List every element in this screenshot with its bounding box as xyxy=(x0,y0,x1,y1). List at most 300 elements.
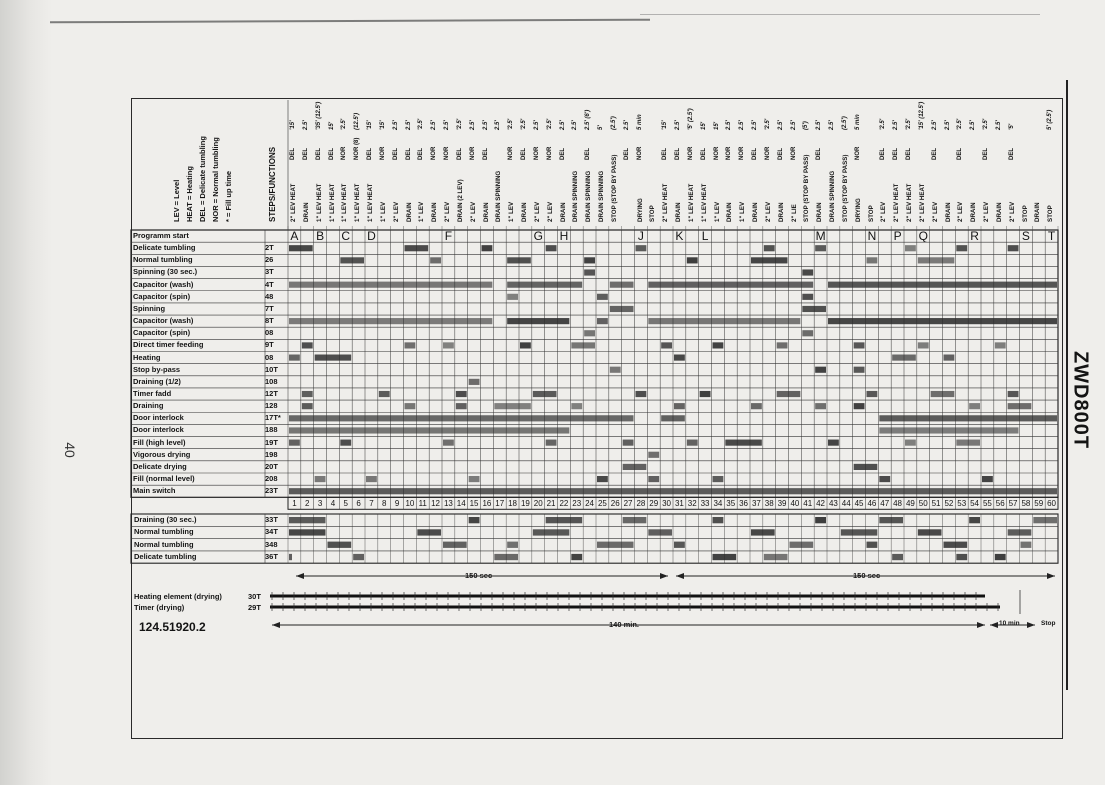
bar-segment xyxy=(533,391,557,397)
page-number: 40 xyxy=(61,442,78,458)
row-code: 26 xyxy=(265,255,274,265)
bar-segment xyxy=(713,342,724,348)
step-mode: NOR (8) xyxy=(354,137,361,160)
legend-line: HEAT = Heating xyxy=(185,166,194,222)
bar-segment xyxy=(777,342,788,348)
row-label: Capacitor (wash) xyxy=(133,279,194,289)
step-label: 1" LEV xyxy=(713,201,721,222)
bar-segment xyxy=(571,342,595,348)
bar-segment xyxy=(764,245,775,251)
bar-segment xyxy=(610,282,634,288)
section-letter: M xyxy=(815,229,826,243)
step-time: (2.5') xyxy=(841,116,848,130)
row-label: Draining (1/2) xyxy=(133,376,181,386)
bar-segment xyxy=(289,415,634,421)
step-time: 15' xyxy=(328,121,335,130)
step-time: 2.5' xyxy=(752,120,758,130)
bar-segment xyxy=(815,367,826,373)
step-mode: NOR xyxy=(739,146,746,160)
step-mode: DEL xyxy=(315,148,322,160)
step-mode: NOR xyxy=(790,146,797,160)
step-time: '2.5' xyxy=(521,118,527,130)
lower-row-label: Normal tumbling xyxy=(134,539,194,549)
bar-segment xyxy=(751,403,762,409)
step-mode: DEL xyxy=(675,148,681,160)
row-label: Normal tumbling xyxy=(133,255,193,265)
bar-segment xyxy=(995,342,1006,348)
step-mode: NOR xyxy=(341,146,348,160)
step-time: 2.5' (6') xyxy=(585,109,592,130)
step-number: 32 xyxy=(687,499,697,509)
step-number: 36 xyxy=(739,499,749,509)
bar-segment xyxy=(636,245,647,251)
step-mode: DEL xyxy=(456,148,463,160)
bar-segment xyxy=(700,391,711,397)
bar-segment xyxy=(405,403,416,409)
step-number: 52 xyxy=(944,499,954,509)
row-code: 10T xyxy=(265,364,278,374)
step-label: 2" LEV xyxy=(1008,201,1016,222)
bar-segment xyxy=(520,342,531,348)
bar-segment xyxy=(956,440,980,446)
step-number: 6 xyxy=(356,499,361,509)
bar-segment xyxy=(636,391,647,397)
step-number: 59 xyxy=(1034,499,1044,509)
bar-segment xyxy=(648,452,659,458)
row-code: 4T xyxy=(265,279,274,289)
step-number: 30 xyxy=(662,499,672,509)
bar-segment xyxy=(969,403,980,409)
bar-segment xyxy=(340,440,351,446)
step-mode: DEL xyxy=(983,148,989,160)
step-time: '15' xyxy=(367,120,373,130)
row-label: Fill (normal level) xyxy=(133,474,195,483)
row-label: Delicate tumbling xyxy=(133,243,196,253)
section-letter: K xyxy=(675,229,684,243)
step-mode: DEL xyxy=(418,148,425,160)
span-left-label: 150 sec xyxy=(462,571,495,580)
row-code: 20T xyxy=(265,461,278,471)
step-label: STOP (STOP BY PASS) xyxy=(610,154,618,222)
section-letter: F xyxy=(444,229,453,243)
row-code: 12T xyxy=(265,388,278,398)
bar-segment xyxy=(828,440,839,446)
bar-segment xyxy=(1008,391,1019,397)
lower-row-code: 34T xyxy=(265,527,278,537)
step-label: 1" LEV xyxy=(739,201,747,222)
lower-bar-segment xyxy=(1008,529,1032,535)
total-arrow-head-left xyxy=(272,622,280,628)
span-left-arrow-head-right xyxy=(660,573,668,579)
lower-bar-segment xyxy=(918,529,942,535)
step-time: 2.5' xyxy=(392,120,399,130)
step-number: 54 xyxy=(970,499,980,509)
step-time: '2.5' xyxy=(456,118,463,130)
step-mode: DEL xyxy=(392,148,399,160)
step-mode: DEL xyxy=(302,148,309,160)
step-label: 2" LEV xyxy=(931,201,939,222)
step-number: 60 xyxy=(1047,499,1057,509)
bar-segment xyxy=(494,403,531,409)
row-code: 128 xyxy=(265,401,278,411)
step-label: DRAIN xyxy=(559,202,567,222)
bar-segment xyxy=(944,355,955,361)
step-label: DRAIN SPINNING xyxy=(495,170,503,222)
bar-segment xyxy=(713,476,724,482)
step-label: DRAIN xyxy=(431,202,439,222)
step-mode: DEL xyxy=(777,148,784,160)
lower-bar-segment xyxy=(289,529,326,535)
step-time: 2.5' xyxy=(739,120,746,130)
bar-segment xyxy=(507,257,531,263)
row-label: Vigorous drying xyxy=(133,449,191,459)
legend-line: * = Fill up time xyxy=(224,170,233,222)
step-label: 2" LEV xyxy=(764,201,772,222)
row-label: Timer fadd xyxy=(133,388,172,398)
legend-line: NOR = Normal tumbling xyxy=(211,137,220,222)
step-time: '15' xyxy=(290,120,296,130)
step-label: DRAIN xyxy=(482,202,490,222)
section-letter: C xyxy=(341,229,351,243)
row-code: 17T* xyxy=(265,413,281,423)
bar-segment xyxy=(931,391,955,397)
step-number: 14 xyxy=(456,499,466,509)
lower-bar-segment xyxy=(597,542,634,548)
row-code: 9T xyxy=(265,340,274,350)
step-time: 2.5' xyxy=(726,120,733,130)
row-code: 23T xyxy=(265,486,278,496)
document-number: 124.51920.2 xyxy=(139,620,206,634)
step-mode: DEL xyxy=(816,148,823,160)
step-number: 5 xyxy=(343,499,348,509)
step-mode: NOR xyxy=(444,146,450,160)
step-label: DRAIN xyxy=(944,202,952,222)
step-number: 50 xyxy=(918,499,928,509)
step-time: '5' xyxy=(1008,123,1015,130)
bar-segment xyxy=(289,440,300,446)
lower-bar-segment xyxy=(648,529,672,535)
step-label: 2" LEV HEAT xyxy=(662,183,670,222)
bar-segment xyxy=(802,306,826,312)
row-code: 188 xyxy=(265,425,278,435)
step-time: (2.5') xyxy=(610,116,617,130)
step-number: 56 xyxy=(995,499,1005,509)
step-number: 15 xyxy=(469,499,479,509)
lower-row-label: Delicate tumbling xyxy=(134,551,197,561)
step-mode: NOR xyxy=(726,146,733,160)
bar-segment xyxy=(918,257,955,263)
step-number: 43 xyxy=(828,499,838,509)
lower-bar-segment xyxy=(494,554,518,560)
step-label: STOP xyxy=(867,205,875,222)
step-time: 2.5' xyxy=(431,120,438,130)
step-label: 2" LEV xyxy=(957,201,965,222)
step-label: 1" LEV HEAT xyxy=(687,183,695,222)
step-time: '2.5' xyxy=(508,118,515,130)
row-code: 7T xyxy=(265,303,274,313)
step-number: 57 xyxy=(1008,499,1018,509)
lower-bar-segment xyxy=(417,529,441,535)
step-time: 2.5' xyxy=(444,120,450,130)
section-letter: T xyxy=(1047,229,1056,243)
step-time: '15' xyxy=(379,120,386,130)
row-label: Capacitor (spin) xyxy=(133,291,191,301)
step-label: DRAIN xyxy=(995,202,1003,222)
step-time: '2.5' xyxy=(341,118,348,130)
row-code: 3T xyxy=(265,267,274,277)
lower-bar-segment xyxy=(1033,517,1057,523)
step-time: 2.5' xyxy=(829,120,835,130)
bar-segment xyxy=(443,342,454,348)
bar-segment xyxy=(725,440,762,446)
lower-bar-segment xyxy=(289,554,292,560)
bar-segment xyxy=(315,476,326,482)
step-mode: NOR xyxy=(469,146,476,160)
step-mode: NOR xyxy=(546,146,553,160)
bar-segment xyxy=(340,257,364,263)
step-number: 21 xyxy=(546,499,556,509)
row-label: Main switch xyxy=(133,486,176,496)
step-time: 2.5' xyxy=(572,120,579,130)
bar-segment xyxy=(507,294,518,300)
step-time: '5' (2.5') xyxy=(687,108,694,130)
bar-segment xyxy=(469,476,480,482)
step-mode: DEL xyxy=(906,148,912,160)
step-label: DRAIN xyxy=(1034,202,1042,222)
bar-segment xyxy=(905,245,916,251)
step-number: 51 xyxy=(931,499,941,509)
step-time: '2.5' xyxy=(983,118,989,130)
step-label: 2" LEV xyxy=(533,201,541,222)
bar-segment xyxy=(546,245,557,251)
step-number: 2 xyxy=(305,499,310,509)
bar-segment xyxy=(469,379,480,385)
bar-segment xyxy=(289,427,569,433)
bar-segment xyxy=(1008,403,1032,409)
section-letter: A xyxy=(290,229,299,243)
step-label: 2" LIE xyxy=(790,204,798,222)
lower-row-code: 33T xyxy=(265,515,278,524)
step-time: 2.5' xyxy=(995,120,1002,130)
row-code: 08 xyxy=(265,328,274,338)
section-letter: H xyxy=(559,229,569,243)
step-mode: DEL xyxy=(893,148,900,160)
bar-segment xyxy=(456,403,467,409)
step-number: 37 xyxy=(751,499,761,509)
bar-segment xyxy=(802,330,813,336)
step-time: 5 min xyxy=(854,114,861,130)
row-code: 08 xyxy=(265,352,274,362)
bar-segment xyxy=(597,294,608,300)
step-number: 44 xyxy=(841,499,851,509)
bar-segment xyxy=(546,440,557,446)
step-number: 10 xyxy=(405,499,415,509)
step-mode: DEL xyxy=(290,148,296,160)
bar-segment xyxy=(956,245,967,251)
row-label: Door interlock xyxy=(133,413,184,423)
step-number: 46 xyxy=(867,499,877,509)
bar-segment xyxy=(315,355,352,361)
bar-segment xyxy=(482,245,493,251)
lower-bar-segment xyxy=(533,529,570,535)
step-number: 27 xyxy=(623,499,633,509)
step-number: 35 xyxy=(726,499,736,509)
step-number: 17 xyxy=(495,499,505,509)
timer-row-code: 29T xyxy=(248,603,261,612)
lower-bar-segment xyxy=(443,542,467,548)
step-number: 11 xyxy=(418,499,427,509)
step-number: 33 xyxy=(700,499,710,509)
row-label: Capacitor (wash) xyxy=(133,316,194,326)
row-label: Door interlock xyxy=(133,425,184,435)
bar-segment xyxy=(828,282,1057,288)
step-number: 47 xyxy=(880,499,890,509)
step-mode: DEL xyxy=(482,148,489,160)
step-number: 3 xyxy=(317,499,323,509)
lower-bar-segment xyxy=(790,542,814,548)
bar-segment xyxy=(854,403,865,409)
step-label: DRAIN xyxy=(726,202,734,222)
step-label: 1" LEV xyxy=(379,201,387,222)
step-number: 13 xyxy=(443,499,453,509)
section-letter: R xyxy=(970,229,979,243)
step-mode: NOR xyxy=(533,146,540,160)
step-mode: NOR xyxy=(508,146,515,160)
bar-segment xyxy=(867,257,878,263)
bar-segment xyxy=(802,294,813,300)
timer-row-label: Heating element (drying) xyxy=(134,592,222,601)
lower-bar-segment xyxy=(507,542,518,548)
row-code: 19T xyxy=(265,437,278,447)
timer-row-code: 30T xyxy=(248,592,261,601)
step-number: 25 xyxy=(597,499,607,509)
bar-segment xyxy=(751,257,788,263)
row-code: 198 xyxy=(265,449,278,459)
lower-row-code: 348 xyxy=(265,539,278,549)
row-label: Delicate drying xyxy=(133,461,187,471)
step-label: STOP (STOP BY PASS) xyxy=(841,154,849,222)
step-mode: DEL xyxy=(662,148,669,160)
step-time: '2.5' xyxy=(957,118,964,130)
lower-row-label: Normal tumbling xyxy=(134,527,194,537)
bar-segment xyxy=(405,342,416,348)
lower-bar-segment xyxy=(289,517,326,523)
step-time: 2.5' xyxy=(893,120,900,130)
step-label: STOP xyxy=(649,205,657,222)
step-label: STOP (STOP BY PASS) xyxy=(803,154,811,222)
step-label: 1" LEV HEAT xyxy=(341,183,349,222)
bar-segment xyxy=(610,306,634,312)
span-left-arrow-head-left xyxy=(296,573,304,579)
row-code: 8T xyxy=(265,316,274,326)
tail-label: 10 min xyxy=(999,620,1020,627)
step-label: 1" LEV HEAT xyxy=(328,183,336,222)
step-number: 42 xyxy=(816,499,826,509)
total-label: 140 min. xyxy=(606,620,642,629)
section-letter: L xyxy=(701,229,709,243)
step-label: DRAIN SPINNING xyxy=(572,170,580,222)
lower-bar-segment xyxy=(623,517,647,523)
lower-bar-segment xyxy=(995,554,1006,560)
step-label: 1" LEV HEAT xyxy=(367,183,374,222)
bar-segment xyxy=(623,464,647,470)
stop-label: Stop xyxy=(1041,620,1056,627)
bar-segment xyxy=(289,355,300,361)
step-label: 2" LEV HEAT xyxy=(893,183,901,222)
bar-segment xyxy=(571,403,582,409)
lower-bar-segment xyxy=(328,542,352,548)
bar-segment xyxy=(289,488,1057,494)
lower-bar-segment xyxy=(546,517,583,523)
total-arrow-head-right xyxy=(977,622,985,628)
step-label: 2" LEV HEAT xyxy=(906,183,913,222)
step-number: 24 xyxy=(585,499,595,509)
lower-bar-segment xyxy=(764,554,788,560)
lower-bar-segment xyxy=(841,529,878,535)
bar-segment xyxy=(661,415,685,421)
bar-segment xyxy=(648,282,813,288)
bar-segment xyxy=(879,427,1018,433)
model-title: ZWD800T xyxy=(1069,350,1092,450)
bar-segment xyxy=(597,476,608,482)
bar-segment xyxy=(443,440,454,446)
step-number: 23 xyxy=(572,499,582,509)
step-time: 5' (2.5') xyxy=(1047,109,1054,130)
step-number: 58 xyxy=(1021,499,1031,509)
tail-arrow-head-right xyxy=(1027,622,1035,628)
step-number: 31 xyxy=(674,499,684,509)
step-mode: DEL xyxy=(752,148,758,160)
step-time: 15' xyxy=(700,121,707,130)
lower-bar-segment xyxy=(944,542,968,548)
step-label: DRYING xyxy=(854,198,862,222)
step-time: 2.5' xyxy=(623,120,630,130)
step-label: 2" LEV xyxy=(392,201,400,222)
step-number: 12 xyxy=(431,499,441,509)
step-label: DRAIN SPINNING xyxy=(598,170,605,222)
step-label: 2" LEV HEAT xyxy=(290,183,297,222)
bar-segment xyxy=(854,367,865,373)
step-mode: NOR xyxy=(764,146,771,160)
row-label: Programm start xyxy=(133,231,189,240)
lower-row-code: 36T xyxy=(265,551,278,561)
step-number: 41 xyxy=(803,499,813,509)
step-number: 4 xyxy=(330,499,336,509)
timer-row-label: Timer (drying) xyxy=(134,603,185,612)
bar-segment xyxy=(918,342,929,348)
step-time: '35' (12.5') xyxy=(315,101,322,130)
bar-segment xyxy=(674,355,685,361)
step-time: 2.5' xyxy=(790,120,797,130)
bar-segment xyxy=(815,403,826,409)
step-time: 2.5' xyxy=(931,120,938,130)
step-number: 22 xyxy=(559,499,569,509)
step-time: '15' xyxy=(662,120,669,130)
step-time: 2.5' xyxy=(405,120,412,130)
bar-segment xyxy=(366,476,377,482)
step-mode: NOR xyxy=(713,146,720,160)
bar-segment xyxy=(802,269,813,275)
step-time: '2.5' xyxy=(418,118,425,130)
step-label: 2" LEV xyxy=(444,201,451,222)
step-mode: DEL xyxy=(405,148,412,160)
step-time: 15' xyxy=(713,121,720,130)
step-number: 20 xyxy=(533,499,543,509)
bar-segment xyxy=(289,318,492,324)
step-label: STOP xyxy=(1021,205,1029,222)
bar-segment xyxy=(623,440,634,446)
bar-segment xyxy=(584,330,595,336)
